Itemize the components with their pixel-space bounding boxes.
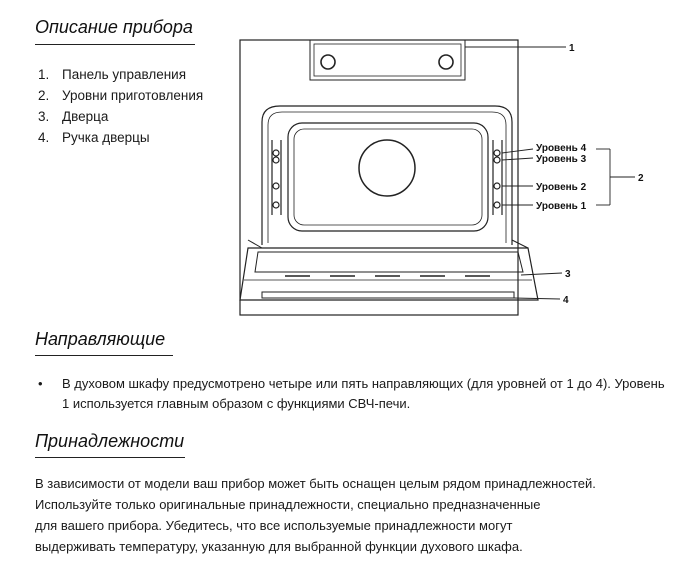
guides-text: В духовом шкафу предусмотрено четыре или пять направляющих (для уровней от 1 до 4). Уровень 1 используется главным образом с функциями СВЧ-печи. xyxy=(62,376,665,411)
section-title-guides: Направляющие xyxy=(35,329,166,349)
back-panel xyxy=(288,123,488,231)
level-4-label: Уровень 4 xyxy=(536,143,587,154)
bullet-icon: • xyxy=(38,376,43,391)
list-item: 4. Ручка дверцы xyxy=(38,130,150,145)
callout-4: 4 xyxy=(563,295,569,306)
fan-cover xyxy=(359,140,415,196)
callout-3: 3 xyxy=(565,269,571,280)
list-item: 3. Дверца xyxy=(38,109,109,124)
level-1-label: Уровень 1 xyxy=(536,201,587,212)
section-title-accessories: Принадлежности xyxy=(35,431,185,451)
title-underline xyxy=(35,457,185,458)
callout-1: 1 xyxy=(569,43,575,54)
list-item: 1. Панель управления xyxy=(38,67,187,82)
list-item: 2. Уровни приготовления xyxy=(38,88,204,103)
knob-icon xyxy=(439,55,453,69)
title-underline xyxy=(35,355,173,356)
door-handle xyxy=(262,292,514,298)
right-rack-rails xyxy=(493,140,502,215)
knob-icon xyxy=(321,55,335,69)
accessories-paragraph: В зависимости от модели ваш прибор может быть оснащен целым рядом принадлежностей. Используйте только оригинальные принадлежности, специально предназначенные для вашего прибора. Убедитесь, что все используемые принадлежности могут выдерживать температуру, указанную для выбранной функции духового шкафа. xyxy=(35,476,596,554)
level-2-label: Уровень 2 xyxy=(536,182,587,193)
callout-2: 2 xyxy=(638,173,644,184)
level-3-label: Уровень 3 xyxy=(536,154,587,165)
guides-bullet xyxy=(38,374,668,414)
left-rack-rails xyxy=(272,140,281,215)
section-title-description: Описание прибора xyxy=(35,17,193,37)
oven-housing xyxy=(240,40,518,315)
